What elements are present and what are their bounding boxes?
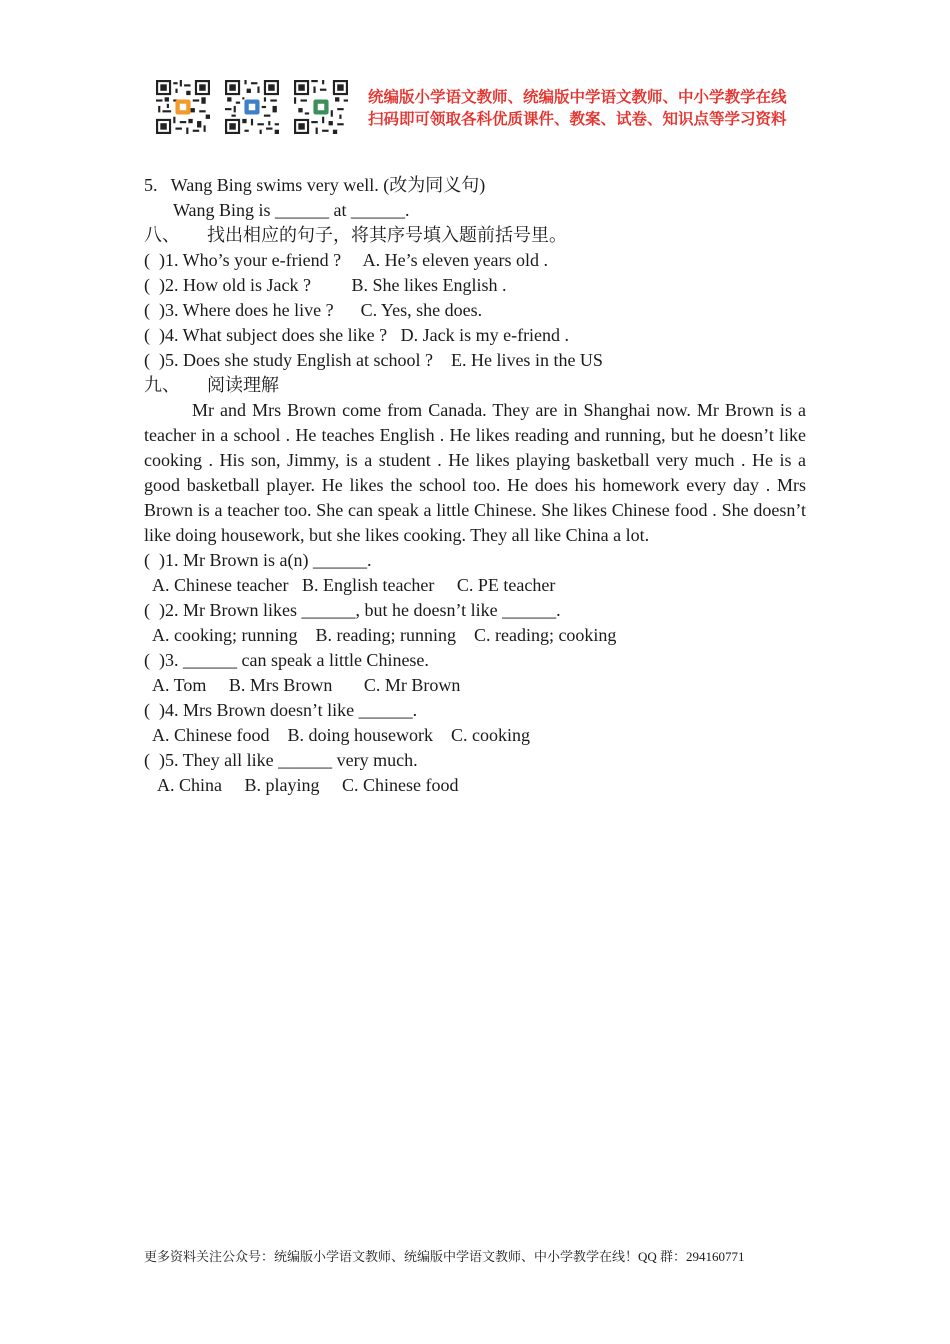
section-8-heading: 八、 找出相应的句子，将其序号填入题前括号里。 (144, 225, 567, 245)
qr-code-2 (225, 80, 279, 134)
match-item: ( )1. Who’s your e-friend ? A. He’s eleven years old . (144, 250, 549, 270)
reading-question: ( )5. They all like ______ very much. (144, 750, 418, 770)
promo-line-2: 扫码即可领取各科优质课件、教案、试卷、知识点等学习资料 (368, 110, 787, 128)
match-item: ( )2. How old is Jack ? B. She likes English . (144, 275, 507, 295)
section-9-heading: 九、 阅读理解 (144, 375, 279, 395)
promo-line-1: 统编版小学语文教师、统编版中学语文教师、中小学教学在线 (368, 88, 787, 106)
match-item: ( )4. What subject does she like ? D. Jack is my e-friend . (144, 325, 570, 345)
qr-code-3 (294, 80, 348, 134)
question-7-5: 5. Wang Bing swims very well. (改为同义句) (144, 175, 486, 195)
worksheet-content (144, 173, 806, 798)
reading-options: A. Chinese food B. doing housework C. cooking (152, 725, 530, 745)
footer-note: 更多资料关注公众号：统编版小学语文教师、统编版中学语文教师、中小学教学在线！QQ 群：294160771 (144, 1249, 745, 1264)
qr-code-1 (156, 80, 210, 134)
promo-text (368, 86, 787, 130)
question-7-5-answer: Wang Bing is ______ at ______. (173, 200, 410, 220)
match-item: ( )3. Where does he live ? C. Yes, she does. (144, 300, 483, 320)
reading-question: ( )3. ______ can speak a little Chinese. (144, 650, 429, 670)
reading-question: ( )4. Mrs Brown doesn’t like ______. (144, 700, 418, 720)
reading-question: ( )2. Mr Brown likes ______, but he doesn’t like ______. (144, 600, 561, 620)
header-banner (156, 80, 796, 136)
reading-options: A. cooking; running B. reading; running C. reading; cooking (152, 625, 617, 645)
reading-options: A. Chinese teacher B. English teacher C. PE teacher (152, 575, 556, 595)
reading-options: A. Tom B. Mrs Brown C. Mr Brown (152, 675, 461, 695)
reading-passage: Mr and Mrs Brown come from Canada. They are in Shanghai now. Mr Brown is a teacher in a school . He teaches English . He likes reading and running, but he doesn’t like cooking . His son, Jimmy, is a student . He likes playing basketball very much . He is a good basketball player. He likes the school too. He does his homework every day . Mrs Brown is a teacher too. She can speak a little Chinese. She likes Chinese food . She doesn’t like doing housework, but she likes cooking. They all like China a lot. (144, 400, 806, 545)
reading-question: ( )1. Mr Brown is a(n) ______. (144, 550, 372, 570)
reading-options: A. China B. playing C. Chinese food (157, 775, 459, 795)
match-item: ( )5. Does she study English at school ? E. He lives in the US (144, 350, 603, 370)
